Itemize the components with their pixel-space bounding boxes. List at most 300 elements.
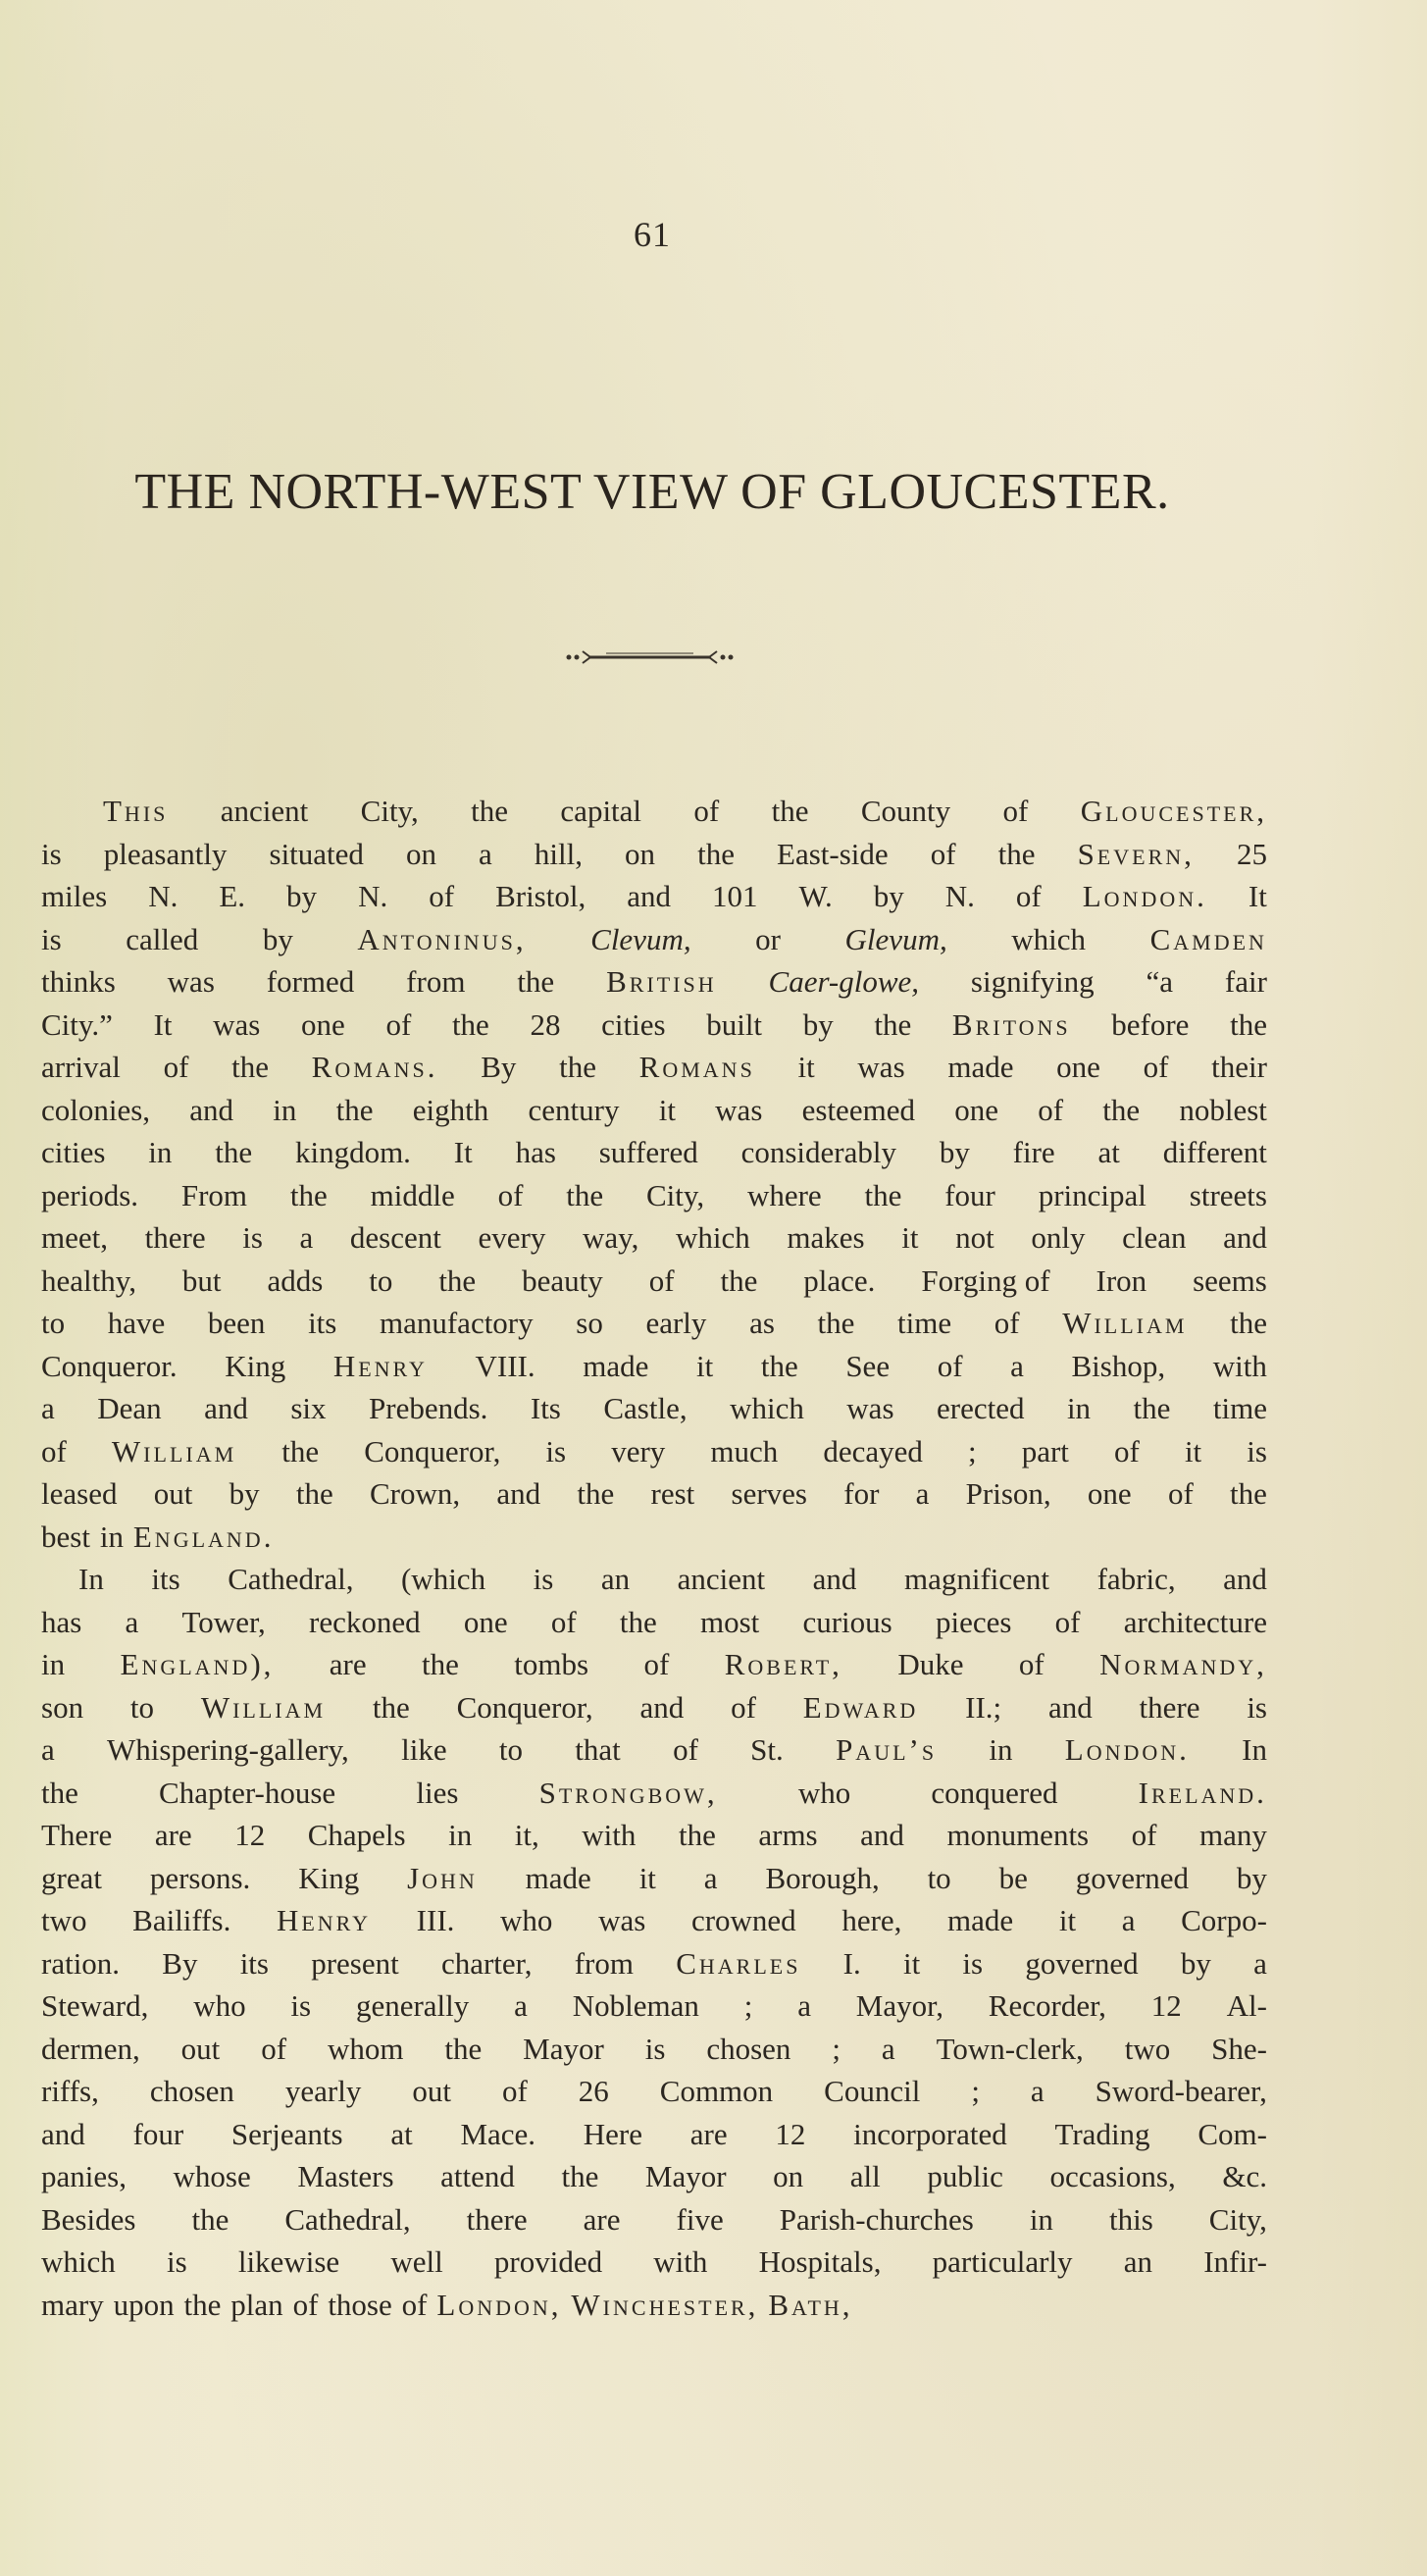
word: N.: [944, 879, 975, 913]
word: the: [619, 1604, 657, 1639]
word: in: [273, 1092, 297, 1127]
word: the: [41, 1775, 78, 1810]
word: where: [746, 1177, 822, 1212]
word: their: [1211, 1050, 1267, 1084]
word: and: [1223, 1562, 1267, 1596]
word: erected: [936, 1391, 1025, 1425]
word: which: [1011, 921, 1087, 956]
word: ration.: [41, 1945, 121, 1981]
word: six: [290, 1391, 327, 1425]
word: thinks: [41, 964, 116, 999]
word: like: [401, 1732, 447, 1767]
text-line: [41, 2241, 1267, 2284]
word: John: [407, 1860, 478, 1895]
text-line: [41, 1984, 1267, 2028]
word: City,: [1208, 2201, 1267, 2237]
word: periods.: [41, 1177, 139, 1212]
word: the: [817, 1306, 855, 1340]
word: it: [638, 1860, 656, 1895]
word: by: [262, 921, 293, 956]
word: the: [1230, 1476, 1267, 1511]
word: the: [295, 1476, 333, 1511]
text-line: [41, 1558, 1267, 1601]
word: part: [1021, 1433, 1069, 1468]
word: it: [1058, 1903, 1077, 1937]
word: suffered: [598, 1135, 698, 1169]
word: healthy,: [41, 1262, 136, 1298]
word: of: [994, 1306, 1020, 1340]
word: of: [1114, 1433, 1140, 1468]
word: From: [180, 1177, 248, 1212]
word: of: [429, 879, 455, 913]
word: N.: [148, 879, 178, 913]
word: London.: [1082, 879, 1207, 913]
word: the: [559, 1050, 596, 1084]
word: ancient: [677, 1562, 766, 1596]
word: It: [1248, 879, 1267, 913]
word: generally: [355, 1988, 470, 2023]
word: Prison,: [965, 1476, 1051, 1511]
word: the: [438, 1262, 477, 1298]
word: is: [41, 921, 62, 956]
word: of: [1054, 1604, 1081, 1639]
word: to: [129, 1689, 155, 1725]
text-line: [41, 1814, 1267, 1857]
word: Romans: [638, 1050, 755, 1084]
word: of: [497, 1177, 524, 1212]
text-line: [41, 1643, 1267, 1686]
word: 101: [712, 879, 758, 913]
word: Duke: [897, 1647, 964, 1681]
word: of: [1038, 1092, 1064, 1127]
word: City,: [360, 794, 419, 828]
word: is: [166, 2244, 187, 2279]
word: Besides: [41, 2201, 136, 2237]
word: occasions,: [1049, 2159, 1176, 2193]
word: Hospitals,: [758, 2244, 882, 2279]
word: hill,: [534, 836, 583, 871]
word: Iron: [1096, 1262, 1147, 1298]
word: ;: [968, 1433, 977, 1468]
word: East-side: [777, 836, 889, 871]
word: Common: [659, 2074, 774, 2108]
word: been: [207, 1306, 266, 1340]
word: was: [715, 1092, 763, 1127]
word: made: [583, 1348, 649, 1383]
word: of: [693, 794, 720, 828]
word: five: [676, 2201, 724, 2237]
word: colonies,: [41, 1092, 151, 1127]
text-line: [41, 1857, 1267, 1900]
word: two: [1124, 2031, 1171, 2066]
word: Normandy,: [1099, 1647, 1267, 1681]
word: of: [643, 1647, 670, 1681]
word: are: [583, 2201, 621, 2237]
word: decayed: [823, 1433, 923, 1468]
word: a: [1010, 1348, 1024, 1383]
word: many: [1199, 1818, 1267, 1852]
word: upon: [113, 2287, 175, 2322]
word: See: [845, 1348, 891, 1383]
word: out: [153, 1476, 193, 1511]
word: its: [308, 1306, 337, 1340]
word: Town-clerk,: [936, 2031, 1084, 2066]
word: meet,: [41, 1220, 108, 1255]
word: in: [41, 1647, 66, 1681]
word: eighth: [412, 1092, 489, 1127]
word: which: [676, 1220, 750, 1255]
text-line: [41, 2070, 1267, 2113]
word: Recorder,: [988, 1988, 1106, 2023]
word: its: [239, 1945, 269, 1981]
word: it: [1184, 1433, 1202, 1468]
word: Conqueror.: [41, 1348, 178, 1383]
word: Whispering-gallery,: [107, 1732, 349, 1767]
word: the: [771, 794, 809, 828]
word: beauty: [522, 1262, 603, 1298]
word: Henry: [332, 1348, 428, 1383]
word: W.: [798, 879, 833, 913]
word: has: [41, 1604, 82, 1639]
word: was: [857, 1050, 905, 1084]
word: Bath,: [768, 2287, 853, 2322]
word: a: [1121, 1903, 1136, 1937]
word: pleasantly: [103, 836, 228, 871]
word: &c.: [1222, 2159, 1267, 2193]
word: four: [944, 1177, 995, 1212]
word: chosen: [149, 2074, 234, 2108]
word: streets: [1189, 1177, 1267, 1212]
word: and: [639, 1689, 685, 1725]
word: reckoned: [309, 1604, 421, 1639]
word: London,: [436, 2287, 562, 2322]
word: and: [1047, 1689, 1093, 1725]
word: by: [939, 1135, 970, 1169]
word: governed: [1075, 1860, 1190, 1895]
word: a: [479, 836, 492, 871]
word: was: [167, 964, 215, 999]
word: In: [1242, 1732, 1267, 1767]
word: County: [860, 794, 951, 828]
word: situated: [269, 836, 364, 871]
word: In: [78, 1562, 104, 1596]
word: place.: [803, 1262, 876, 1298]
word: “a: [1146, 964, 1174, 999]
text-line: [41, 1046, 1267, 1089]
word: it: [901, 1220, 919, 1255]
word: that: [575, 1732, 621, 1767]
word: there: [466, 2201, 528, 2237]
word: William: [111, 1433, 237, 1468]
text-line: [41, 833, 1267, 876]
word: It: [153, 1006, 173, 1042]
word: a: [915, 1476, 930, 1511]
word: incorporated: [853, 2116, 1007, 2151]
word: the: [471, 794, 509, 828]
word: of: [261, 2031, 287, 2066]
word: E.: [219, 879, 246, 913]
word: of: [673, 1732, 698, 1767]
word: By: [162, 1945, 198, 1981]
word: lies: [416, 1775, 459, 1810]
text-line: [41, 1601, 1267, 1644]
text-line: [41, 875, 1267, 918]
word: by: [229, 1476, 260, 1511]
text-line: [41, 1472, 1267, 1516]
word: of: [385, 1006, 412, 1042]
word: Tower,: [181, 1604, 266, 1639]
word: those: [328, 2287, 392, 2322]
word: Strongbow,: [538, 1775, 718, 1810]
word: one: [954, 1092, 998, 1127]
word: Infir-: [1203, 2244, 1267, 2279]
word: the: [1133, 1391, 1171, 1425]
word: St.: [750, 1732, 784, 1767]
word: Cathedral,: [228, 1562, 354, 1596]
word: the: [760, 1348, 798, 1383]
word: tombs: [514, 1647, 589, 1681]
text-line: [41, 790, 1267, 833]
word: at: [390, 2116, 413, 2151]
word: whose: [173, 2159, 251, 2193]
text-line: [41, 1942, 1267, 1985]
word: Steward,: [41, 1988, 149, 2023]
word: 12: [775, 2116, 806, 2151]
word: of: [648, 1262, 675, 1298]
word: time: [897, 1306, 952, 1340]
word: Here: [583, 2116, 643, 2151]
word: as: [749, 1306, 775, 1340]
text-line: [41, 2198, 1267, 2241]
text-line: [41, 1728, 1267, 1772]
word: attend: [440, 2159, 515, 2193]
word: Severn,: [1077, 836, 1195, 871]
word: made: [525, 1860, 591, 1895]
word: Gloucester,: [1080, 794, 1267, 828]
word: II.;: [965, 1689, 1002, 1725]
word: was: [846, 1391, 894, 1425]
text-line: [41, 1772, 1267, 1815]
word: serves: [731, 1476, 807, 1511]
word: I.: [842, 1945, 861, 1981]
text-line: [41, 1430, 1267, 1473]
word: N.: [358, 879, 388, 913]
word: descent: [349, 1220, 441, 1255]
word: from: [406, 964, 466, 999]
word: Trading: [1054, 2116, 1150, 2151]
word: the: [231, 1050, 269, 1084]
word: a: [703, 1860, 718, 1895]
word: has: [515, 1135, 556, 1169]
word: rest: [650, 1476, 695, 1511]
word: in: [1029, 2201, 1053, 2237]
word: Camden: [1149, 921, 1267, 956]
word: King: [225, 1348, 286, 1383]
word: Mayor: [523, 2031, 604, 2066]
word: the: [289, 1177, 328, 1212]
word: fair: [1224, 964, 1267, 999]
word: the: [1102, 1092, 1141, 1127]
word: here,: [841, 1903, 902, 1937]
word: a: [1030, 2074, 1045, 2108]
word: one: [301, 1006, 345, 1042]
word: a: [514, 1988, 528, 2023]
word: the: [566, 1177, 604, 1212]
word: is: [1247, 1689, 1267, 1725]
word: with: [653, 2244, 708, 2279]
word: from: [574, 1945, 634, 1981]
word: on: [625, 836, 656, 871]
text-line: [41, 1260, 1267, 1303]
word: the: [335, 1092, 374, 1127]
word: of: [1131, 1818, 1157, 1852]
word: Borough,: [765, 1860, 880, 1895]
word: London.: [1064, 1732, 1190, 1767]
word: Serjeants: [230, 2116, 343, 2151]
word: very: [611, 1433, 666, 1468]
word: monuments: [946, 1818, 1090, 1852]
word: Antoninus,: [357, 921, 527, 956]
word: and: [204, 1391, 248, 1425]
word: dermen,: [41, 2031, 140, 2066]
word: two: [41, 1903, 87, 1937]
word: Glevum,: [844, 921, 947, 956]
word: signifying: [970, 964, 1095, 999]
word: or: [755, 921, 781, 956]
text-line: [41, 1302, 1267, 1345]
word: kingdom.: [294, 1135, 411, 1169]
word: its: [151, 1562, 180, 1596]
word: different: [1162, 1135, 1267, 1169]
text-line: [41, 2028, 1267, 2071]
word: William: [1062, 1306, 1188, 1340]
word: Dean: [97, 1391, 162, 1425]
word: crowned: [690, 1903, 796, 1937]
word: principal: [1038, 1177, 1147, 1212]
word: Sword-bearer,: [1095, 2074, 1267, 2108]
word: a: [1253, 1945, 1267, 1981]
word: arrival: [41, 1050, 121, 1084]
word: fabric,: [1096, 1562, 1176, 1596]
word: of: [1167, 1476, 1194, 1511]
word: to: [498, 1732, 523, 1767]
word: is: [1247, 1433, 1267, 1468]
word: Bailiffs.: [132, 1903, 231, 1937]
word: middle: [370, 1177, 455, 1212]
word: with: [582, 1818, 637, 1852]
word: are: [689, 2116, 728, 2151]
word: the: [1230, 1006, 1267, 1042]
word: manufactory: [379, 1306, 534, 1340]
word: pieces: [935, 1604, 1012, 1639]
word: the: [517, 964, 555, 999]
word: Prebends.: [369, 1391, 488, 1425]
word: the: [864, 1177, 902, 1212]
text-line: [41, 2284, 1267, 2327]
word: was: [598, 1903, 646, 1937]
word: Charles: [676, 1945, 801, 1981]
word: the: [997, 836, 1036, 871]
word: Edward: [802, 1689, 919, 1725]
word: and: [860, 1818, 904, 1852]
word: ;: [743, 1988, 753, 2023]
word: charter,: [440, 1945, 533, 1981]
word: called: [126, 921, 199, 956]
word: time: [1212, 1391, 1267, 1425]
word: ;: [971, 2074, 980, 2108]
word: is: [242, 1220, 263, 1255]
word: Paul’s: [836, 1732, 938, 1767]
word: Masters: [297, 2159, 394, 2193]
word: conquered: [931, 1775, 1058, 1810]
decorative-rule-ornament-icon: [559, 647, 740, 667]
word: in: [448, 1818, 473, 1852]
word: There: [41, 1818, 113, 1852]
word: miles: [41, 879, 108, 913]
word: Crown,: [369, 1476, 461, 1511]
word: considerably: [740, 1135, 896, 1169]
word: Forging of: [921, 1262, 1050, 1298]
word: by: [802, 1006, 834, 1042]
word: 12: [1150, 1988, 1182, 2023]
word: governed: [1025, 1945, 1139, 1981]
word: a: [41, 1391, 55, 1425]
word: of: [930, 836, 956, 871]
word: before: [1111, 1006, 1190, 1042]
word: are: [329, 1647, 367, 1681]
word: King: [298, 1860, 360, 1895]
text-line: [41, 2155, 1267, 2198]
word: chosen: [706, 2031, 791, 2066]
word: in: [148, 1135, 173, 1169]
word: the: [697, 836, 735, 871]
word: England),: [120, 1647, 275, 1681]
word: it: [797, 1050, 815, 1084]
word: son: [41, 1689, 84, 1725]
word: is: [644, 2031, 666, 2066]
word: out: [412, 2074, 451, 2108]
word: it: [658, 1092, 676, 1127]
word: the: [720, 1262, 758, 1298]
word: of: [1143, 1050, 1169, 1084]
word: Its: [530, 1391, 561, 1425]
word: made: [947, 1903, 1014, 1937]
word: of: [41, 1433, 67, 1468]
word: Britons: [951, 1006, 1071, 1042]
word: Bristol,: [495, 879, 586, 913]
word: by: [286, 879, 318, 913]
word: which: [730, 1391, 804, 1425]
word: persons.: [149, 1860, 251, 1895]
word: the: [577, 1476, 615, 1511]
word: ancient: [220, 794, 309, 828]
word: who: [500, 1903, 553, 1937]
word: out: [180, 2031, 221, 2066]
word: Mayor,: [855, 1988, 943, 2023]
word: capital: [560, 794, 642, 828]
word: of: [1002, 794, 1029, 828]
word: Castle,: [603, 1391, 688, 1425]
word: the: [183, 2287, 222, 2322]
text-line: [41, 1387, 1267, 1430]
word: Nobleman: [572, 1988, 699, 2023]
word: for: [843, 1476, 880, 1511]
word: is: [533, 1562, 554, 1596]
word: adds: [267, 1262, 324, 1298]
word: it,: [514, 1818, 539, 1852]
word: of: [501, 2074, 528, 2108]
word: all: [849, 2159, 881, 2193]
